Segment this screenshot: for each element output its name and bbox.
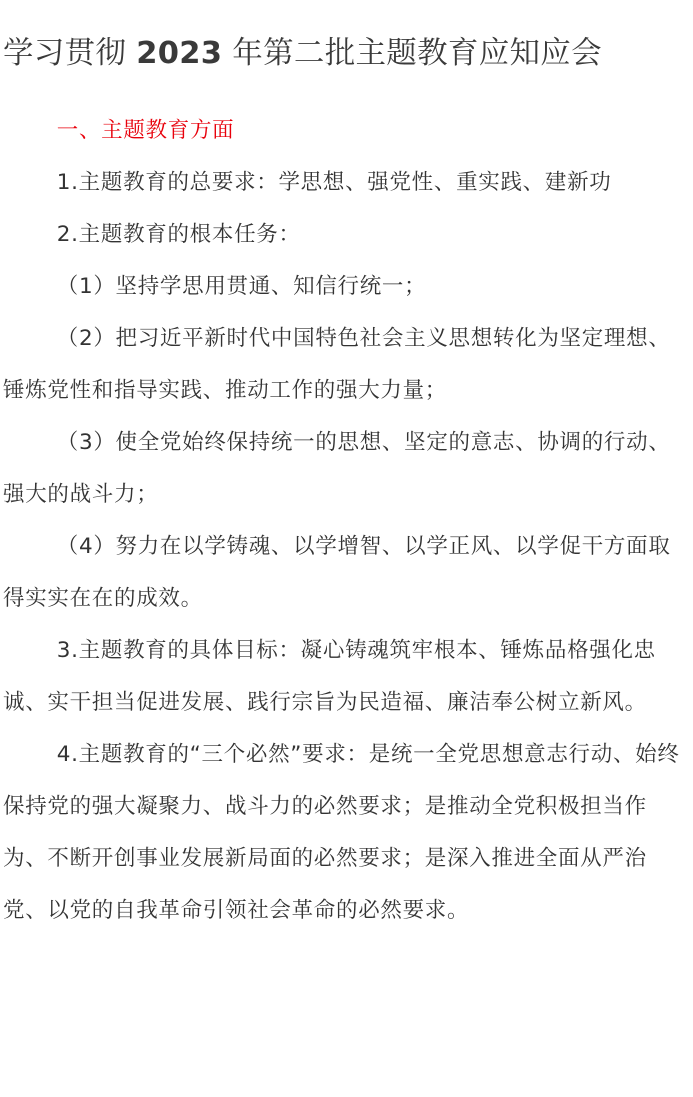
paragraph-task-item-2: （2）把习近平新时代中国特色社会主义思想转化为坚定理想、锤炼党性和指导实践、推动工作的强大力量； xyxy=(3,326,671,403)
title-prefix: 学习贯彻 xyxy=(3,36,137,71)
paragraph-task-item-3: （3）使全党始终保持统一的思想、坚定的意志、协调的行动、强大的战斗力； xyxy=(3,430,671,507)
document-body xyxy=(3,105,690,937)
paragraph-three-necessities: 4.主题教育的“三个必然”要求：是统一全党思想意志行动、始终保持党的强大凝聚力、战斗力的必然要求；是推动全党积极担当作为、不断开创事业发展新局面的必然要求；是深入推进全面从严治党、以党的自我革命引领社会革命的必然要求。 xyxy=(3,742,680,923)
paragraph-fundamental-task: 2.主题教育的根本任务： xyxy=(56,222,301,247)
title-suffix: 年第二批主题教育应知应会 xyxy=(222,36,602,71)
title-year: 2023 xyxy=(136,36,223,71)
paragraph-general-requirement: 1.主题教育的总要求：学思想、强党性、重实践、建新功 xyxy=(56,170,612,195)
paragraph-task-item-1: （1）坚持学思用贯通、知信行统一； xyxy=(56,274,427,299)
section-heading: 一、主题教育方面 xyxy=(56,118,235,143)
paragraph-specific-goals: 3.主题教育的具体目标：凝心铸魂筑牢根本、锤炼品格强化忠诚、实干担当促进发展、践行宗旨为民造福、廉洁奉公树立新风。 xyxy=(3,638,656,715)
document-title xyxy=(3,0,690,78)
paragraph-task-item-4: （4）努力在以学铸魂、以学增智、以学正风、以学促干方面取得实实在在的成效。 xyxy=(3,534,671,611)
